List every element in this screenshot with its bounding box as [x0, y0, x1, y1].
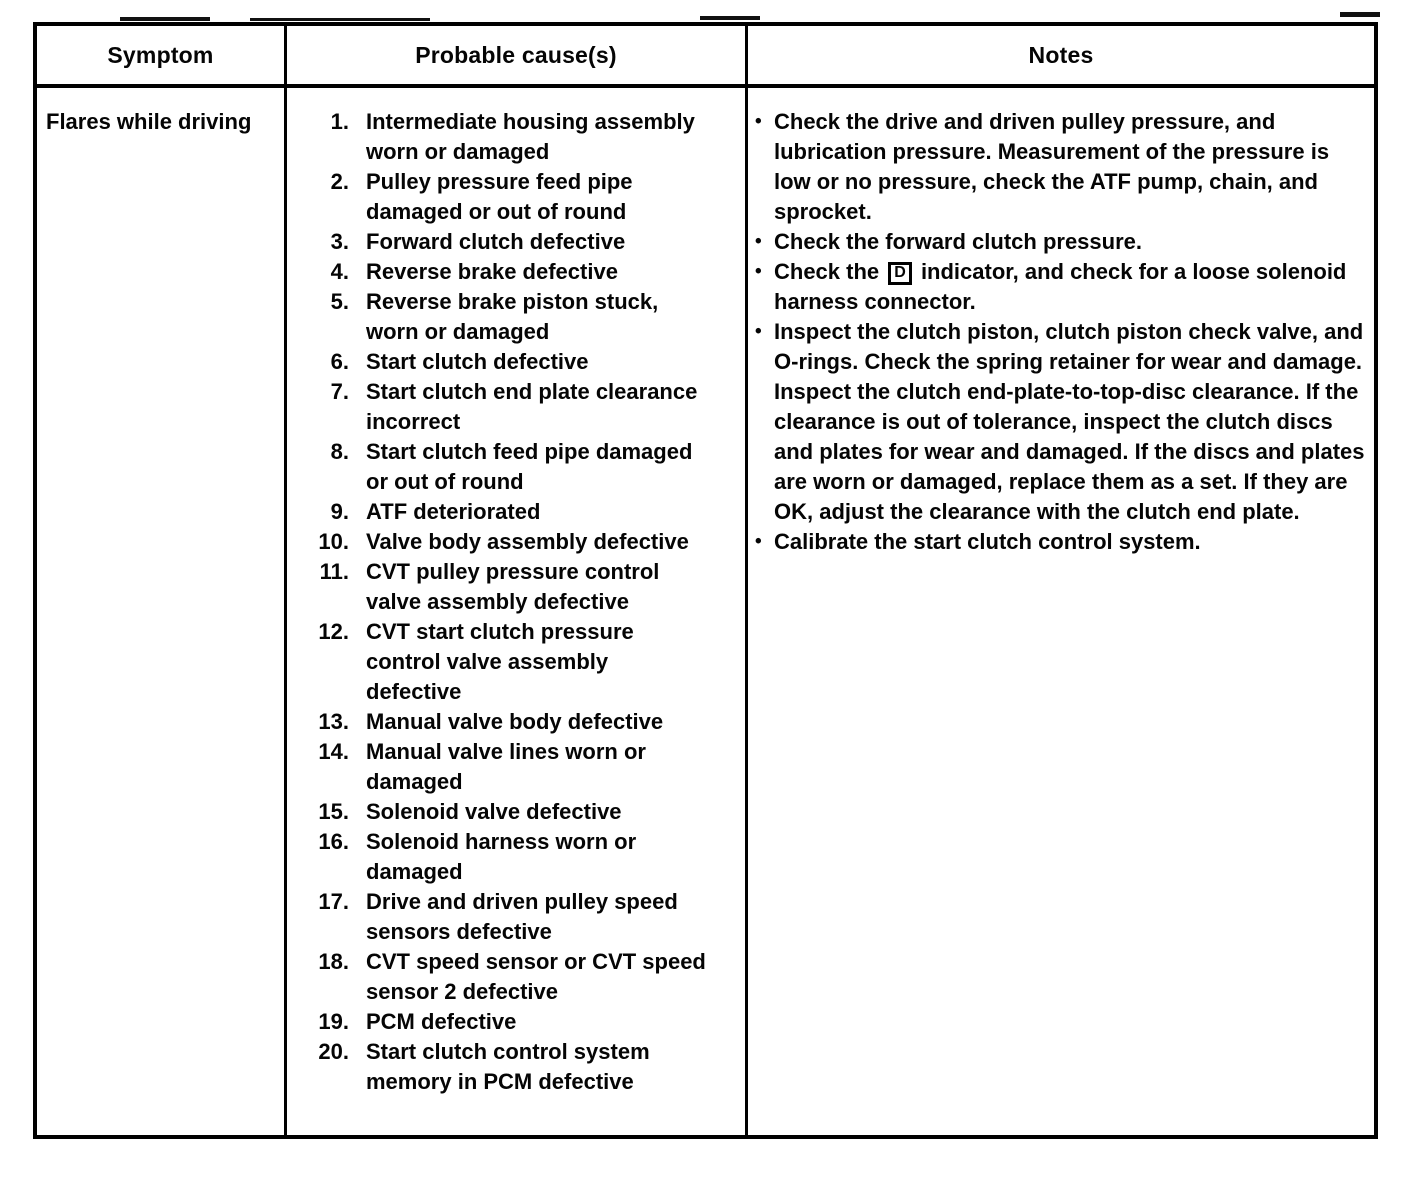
- cause-number: 2.: [330, 169, 349, 194]
- bullet-icon: •: [755, 111, 762, 132]
- note-text: Check the forward clutch pressure.: [774, 229, 1142, 254]
- cause-number: 6.: [330, 349, 349, 374]
- cause-item: [287, 497, 741, 527]
- scan-artifact: [1340, 12, 1380, 17]
- cause-number: 18.: [318, 949, 349, 974]
- cause-number: 15.: [318, 799, 349, 824]
- cause-number: 20.: [318, 1039, 349, 1064]
- cause-item: [287, 887, 741, 947]
- cause-item: [287, 167, 741, 227]
- causes-list: [287, 107, 741, 1097]
- scan-artifact: [700, 16, 760, 20]
- note-item: [755, 317, 1366, 527]
- cause-item: [287, 797, 741, 827]
- column-header-symptom: Symptom: [37, 26, 287, 88]
- cause-text: CVT start clutch pressure control valve assembly defective: [366, 619, 634, 704]
- cause-item: [287, 377, 741, 437]
- cause-item: [287, 737, 741, 797]
- cause-item: [287, 1007, 741, 1037]
- bullet-icon: •: [755, 231, 762, 252]
- note-item: [755, 107, 1366, 227]
- cause-item: [287, 707, 741, 737]
- bullet-icon: •: [755, 321, 762, 342]
- cause-text: CVT pulley pressure control valve assembly defective: [366, 559, 660, 614]
- cause-number: 4.: [330, 259, 349, 284]
- cause-number: 8.: [330, 439, 349, 464]
- cause-number: 5.: [330, 289, 349, 314]
- cause-item: [287, 617, 741, 707]
- troubleshooting-table: [33, 22, 1378, 1139]
- note-item: [755, 227, 1366, 257]
- cause-number: 9.: [330, 499, 349, 524]
- notes-cell: [748, 88, 1374, 1135]
- cause-item: [287, 947, 741, 1007]
- cause-text: Forward clutch defective: [366, 229, 626, 254]
- column-header-probable-causes: Probable cause(s): [287, 26, 748, 88]
- scan-artifact: [250, 18, 430, 21]
- cause-number: 11.: [319, 559, 349, 584]
- cause-text: Solenoid valve defective: [366, 799, 622, 824]
- drive-position-indicator-badge: D: [888, 262, 912, 285]
- note-text: Check the drive and driven pulley pressure, and lubrication pressure. Measurement of the pressure is low or no pressure, check the ATF pump, chain, and sprocket.: [774, 109, 1330, 224]
- cause-text: Start clutch defective: [366, 349, 589, 374]
- cause-text: Reverse brake defective: [366, 259, 618, 284]
- symptom-cell: [37, 88, 287, 1135]
- note-item: [755, 527, 1366, 557]
- cause-item: [287, 347, 741, 377]
- notes-list: [755, 107, 1366, 557]
- note-text: Check the D indicator, and check for a loose solenoid harness connector.: [774, 259, 1347, 314]
- cause-text: Reverse brake piston stuck, worn or damaged: [366, 289, 659, 344]
- cause-text: Manual valve body defective: [366, 709, 664, 734]
- cause-text: Start clutch end plate clearance incorrect: [366, 379, 698, 434]
- cause-number: 10.: [318, 529, 349, 554]
- note-text: Inspect the clutch piston, clutch piston check valve, and O-rings. Check the spring retainer for wear and damage. Inspect the clutch end-plate-to-top-disc clearance. If the clearance is out of tolerance, inspect the clutch discs and plates for wear and damaged. If the discs and plates are worn or damaged, replace them as a set. If they are OK, adjust the clearance with the clutch end plate.: [774, 319, 1365, 524]
- cause-text: ATF deteriorated: [366, 499, 541, 524]
- note-text: Calibrate the start clutch control system.: [774, 529, 1201, 554]
- cause-number: 14.: [318, 739, 349, 764]
- cause-text: Pulley pressure feed pipe damaged or out of round: [366, 169, 633, 224]
- cause-item: [287, 107, 741, 167]
- cause-text: Start clutch feed pipe damaged or out of round: [366, 439, 693, 494]
- cause-number: 1.: [330, 109, 349, 134]
- cause-text: Valve body assembly defective: [366, 529, 689, 554]
- bullet-icon: •: [755, 531, 762, 552]
- cause-number: 19.: [318, 1009, 349, 1034]
- cause-number: 7.: [330, 379, 349, 404]
- cause-text: Drive and driven pulley speed sensors defective: [366, 889, 678, 944]
- cause-text: Start clutch control system memory in PCM defective: [366, 1039, 650, 1094]
- cause-item: [287, 557, 741, 617]
- cause-number: 12.: [318, 619, 349, 644]
- column-header-notes: Notes: [748, 26, 1374, 88]
- cause-item: [287, 257, 741, 287]
- cause-number: 17.: [318, 889, 349, 914]
- cause-item: [287, 227, 741, 257]
- symptom-text: Flares while driving: [46, 109, 252, 134]
- note-item: [755, 257, 1366, 317]
- cause-item: [287, 527, 741, 557]
- cause-text: Manual valve lines worn or damaged: [366, 739, 646, 794]
- cause-item: [287, 1037, 741, 1097]
- scan-artifact: [120, 17, 210, 21]
- cause-text: CVT speed sensor or CVT speed sensor 2 defective: [366, 949, 706, 1004]
- cause-item: [287, 287, 741, 347]
- cause-text: Intermediate housing assembly worn or damaged: [366, 109, 695, 164]
- cause-number: 3.: [330, 229, 349, 254]
- cause-text: PCM defective: [366, 1009, 517, 1034]
- cause-text: Solenoid harness worn or damaged: [366, 829, 637, 884]
- cause-number: 13.: [318, 709, 349, 734]
- cause-item: [287, 437, 741, 497]
- cause-item: [287, 827, 741, 887]
- bullet-icon: •: [755, 261, 762, 282]
- cause-number: 16.: [318, 829, 349, 854]
- probable-causes-cell: [287, 88, 748, 1135]
